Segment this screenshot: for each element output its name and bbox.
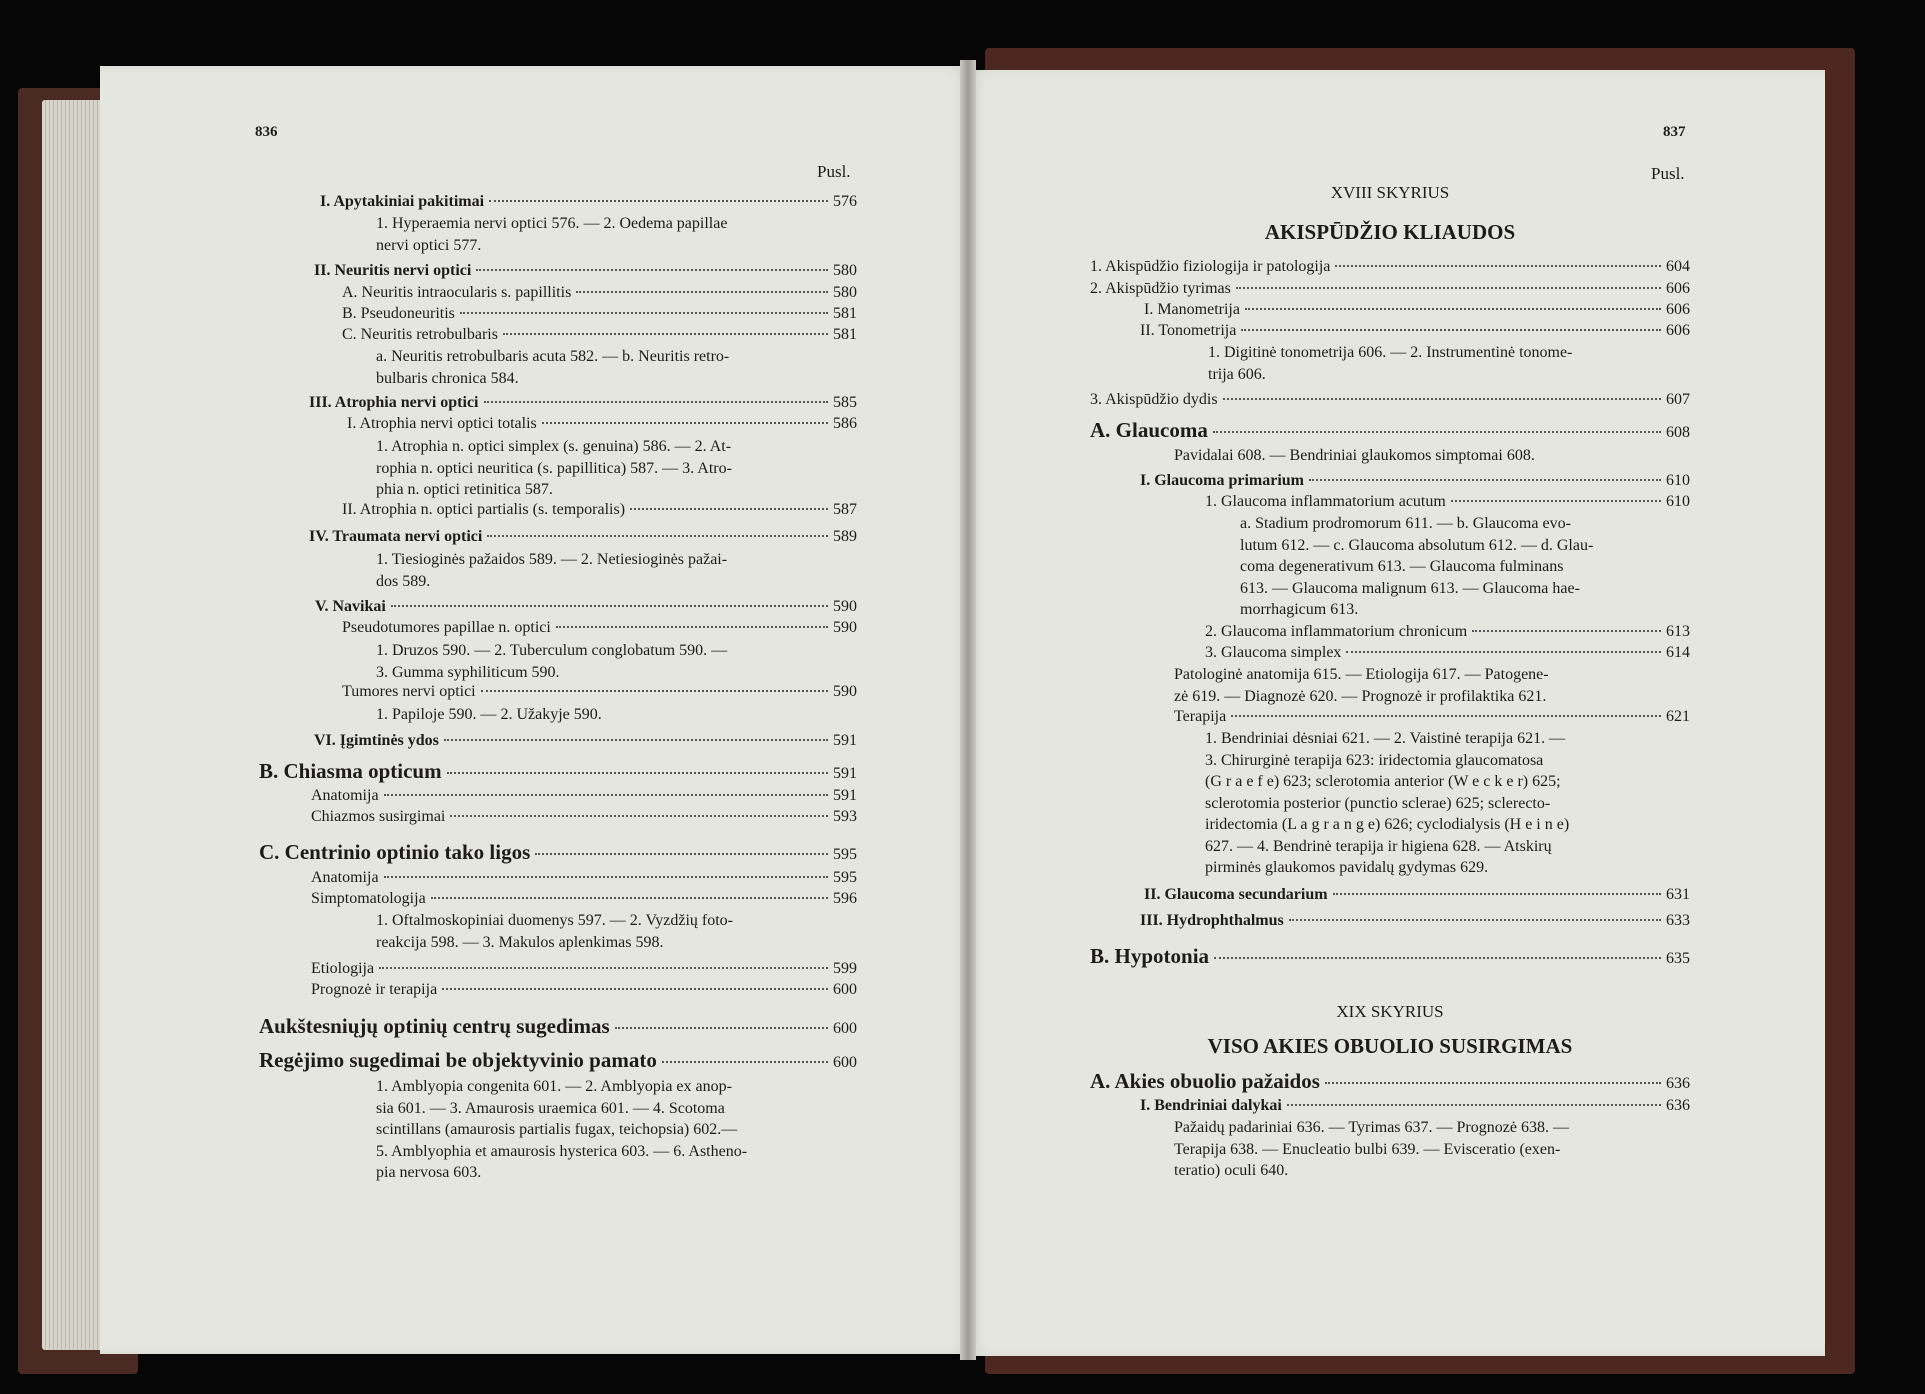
detail-line: a. Stadium prodromorum 611. — b. Glaucoma evo- (1240, 515, 1571, 532)
toc-entry (342, 304, 857, 324)
leader-dots (1245, 308, 1661, 310)
entry-label: 3. Akispūdžio dydis (1090, 391, 1218, 408)
toc-entry (315, 597, 857, 617)
leader-dots (576, 291, 828, 293)
toc-detail (1174, 1117, 1654, 1182)
entry-page: 621 (1666, 708, 1690, 725)
toc-section (259, 1048, 857, 1075)
leader-dots (384, 876, 828, 878)
entry-label: II. Neuritis nervi optici (314, 262, 472, 279)
leader-dots (1241, 329, 1661, 331)
leader-dots (1309, 479, 1661, 481)
detail-line: 3. Gumma syphiliticum 590. (376, 663, 560, 681)
leader-dots (450, 815, 828, 817)
entry-label: Anatomija (311, 787, 379, 804)
leader-dots (535, 853, 828, 855)
toc-entry (1174, 707, 1690, 727)
detail-line: 1. Bendriniai dėsniai 621. — 2. Vaistinė terapija 621. — (1205, 730, 1566, 747)
entry-label: B. Hypotonia (1090, 944, 1210, 968)
detail-line: reakcija 598. — 3. Makulos aplenkimas 598. (376, 933, 664, 951)
leader-dots (1214, 957, 1661, 959)
entry-page: 585 (833, 394, 857, 411)
leader-dots (384, 794, 828, 796)
leader-dots (1346, 651, 1661, 653)
entry-label: 1. Glaucoma inflammatorium acutum (1205, 493, 1446, 510)
toc-entry (1144, 885, 1690, 905)
leader-dots (1335, 265, 1661, 267)
entry-label: A. Akies obuolio pažaidos (1090, 1069, 1320, 1093)
leader-dots (447, 772, 828, 774)
leader-dots (487, 535, 828, 537)
toc-detail (376, 704, 816, 726)
toc-entry (1144, 300, 1690, 320)
toc-entry (1090, 257, 1690, 277)
entry-label: II. Atrophia n. optici partialis (s. temporalis) (342, 501, 626, 518)
entry-page: 635 (1666, 950, 1690, 967)
toc-section (1090, 1069, 1690, 1096)
toc-entry (1205, 622, 1690, 642)
entry-label: VI. Įgimtinės ydos (314, 732, 439, 749)
leader-dots (1325, 1082, 1661, 1084)
entry-page: 613 (1666, 623, 1690, 640)
leader-dots (489, 200, 828, 202)
leader-dots (1287, 1104, 1661, 1106)
toc-detail (376, 910, 816, 953)
detail-line: nervi optici 577. (376, 236, 482, 254)
pusl-label-right: Pusl. (1651, 164, 1685, 183)
leader-dots (1223, 398, 1661, 400)
entry-page: 580 (833, 262, 857, 279)
toc-entry (314, 261, 857, 281)
detail-line: lutum 612. — c. Glaucoma absolutum 612. — d. Glau- (1240, 536, 1594, 554)
leader-dots (444, 739, 828, 741)
toc-entry (342, 500, 857, 520)
entry-page: 608 (1666, 424, 1690, 441)
detail-line: morrhagicum 613. (1240, 601, 1359, 618)
detail-line: dos 589. (376, 572, 431, 590)
entry-label: 3. Glaucoma simplex (1205, 644, 1342, 661)
entry-page: 590 (833, 619, 857, 636)
entry-label: Regėjimo sugedimai be objektyvinio pamato (259, 1048, 657, 1072)
entry-label: C. Centrinio optinio tako ligos (259, 840, 531, 864)
toc-entry (347, 414, 857, 434)
leader-dots (1289, 919, 1661, 921)
entry-label: Anatomija (311, 869, 379, 886)
toc-detail (376, 346, 816, 389)
entry-page: 591 (833, 765, 857, 782)
toc-entry (320, 192, 857, 212)
toc-entry (1090, 279, 1690, 299)
entry-page: 606 (1666, 280, 1690, 297)
entry-label: IV. Traumata nervi optici (309, 528, 483, 545)
detail-line: coma degenerativum 613. — Glaucoma fulminans (1240, 558, 1564, 575)
chapter-heading: XVIII SKYRIUS (1330, 183, 1450, 202)
entry-page: 576 (833, 193, 857, 210)
detail-line: phia n. optici retinitica 587. (376, 481, 553, 498)
entry-label: I. Glaucoma primarium (1140, 472, 1304, 489)
entry-label: Terapija (1174, 708, 1227, 725)
entry-page: 636 (1666, 1097, 1690, 1114)
detail-line: 1. Druzos 590. — 2. Tuberculum conglobatum 590. — (376, 642, 728, 659)
leader-dots (460, 312, 828, 314)
toc-section (259, 840, 857, 867)
toc-entry (1205, 643, 1690, 663)
detail-line: a. Neuritis retrobulbaris acuta 582. — b. Neuritis retro- (376, 348, 730, 365)
leader-dots (542, 422, 828, 424)
leader-dots (379, 967, 828, 969)
entry-label: 2. Glaucoma inflammatorium chronicum (1205, 623, 1468, 640)
toc-detail (1240, 513, 1648, 621)
entry-page: 604 (1666, 258, 1690, 275)
entry-page: 581 (833, 305, 857, 322)
detail-line: (G r a e f e) 623; sclerotomia anterior (W e c k e r) 625; (1205, 773, 1561, 790)
leader-dots (1472, 630, 1661, 632)
entry-label: Prognozė ir terapija (311, 981, 438, 998)
chapter-title: VISO AKIES OBUOLIO SUSIRGIMAS (1207, 1034, 1573, 1058)
detail-line: zė 619. — Diagnozė 620. — Prognozė ir profilaktika 621. (1174, 687, 1547, 705)
detail-line: 1. Hyperaemia nervi optici 576. — 2. Oedema papillae (376, 215, 728, 232)
pusl-label-left: Pusl. (817, 162, 851, 181)
entry-page: 595 (833, 846, 857, 863)
leader-dots (556, 626, 828, 628)
detail-line: rophia n. optici neuritica (s. papillitica) 587. — 3. Atro- (376, 459, 732, 477)
toc-section (1090, 944, 1690, 971)
toc-entry (342, 325, 857, 345)
toc-entry (311, 980, 857, 1000)
toc-entry (311, 868, 857, 888)
entry-page: 600 (833, 981, 857, 998)
leader-dots (484, 401, 829, 403)
toc-entry (342, 618, 857, 638)
toc-detail (376, 640, 816, 683)
entry-page: 610 (1666, 472, 1690, 489)
toc-entry (1140, 911, 1690, 931)
toc-entry (1090, 390, 1690, 410)
entry-label: Simptomatologija (311, 890, 426, 907)
detail-line: Patologinė anatomija 615. — Etiologija 617. — Patogene- (1174, 666, 1549, 683)
entry-page: 591 (833, 732, 857, 749)
leader-dots (442, 988, 828, 990)
detail-line: trija 606. (1208, 365, 1266, 383)
entry-page: 596 (833, 890, 857, 907)
entry-page: 580 (833, 284, 857, 301)
toc-detail (376, 436, 816, 501)
detail-line: 1. Oftalmoskopiniai duomenys 597. — 2. Vyzdžių foto- (376, 912, 733, 929)
entry-page: 600 (833, 1020, 857, 1037)
detail-line: 1. Digitinė tonometrija 606. — 2. Instrumentinė tonome- (1208, 344, 1573, 361)
entry-label: III. Hydrophthalmus (1140, 912, 1284, 929)
toc-detail (1205, 728, 1650, 879)
toc-entry (1205, 492, 1690, 512)
toc-section (259, 1014, 857, 1041)
detail-line: sia 601. — 3. Amaurosis uraemica 601. — 4. Scotoma (376, 1099, 725, 1117)
toc-entry (311, 889, 857, 909)
leader-dots (1231, 715, 1661, 717)
page-number-left: 836 (255, 124, 278, 140)
toc-detail (1174, 445, 1654, 467)
entry-page: 633 (1666, 912, 1690, 929)
detail-line: pia nervosa 603. (376, 1164, 482, 1181)
leader-dots (481, 690, 828, 692)
leader-dots (615, 1027, 828, 1029)
detail-line: Pavidalai 608. — Bendriniai glaukomos simptomai 608. (1174, 447, 1535, 464)
toc-entry (1140, 471, 1690, 491)
entry-label: Pseudotumores papillae n. optici (342, 619, 551, 636)
toc-section (259, 759, 857, 786)
detail-line: 1. Tiesioginės pažaidos 589. — 2. Netiesioginės pažai- (376, 551, 728, 568)
detail-line: iridectomia (L a g r a n g e) 626; cyclodialysis (H e i n e) (1205, 816, 1570, 833)
entry-page: 581 (833, 326, 857, 343)
toc-entry (309, 527, 857, 547)
entry-label: Tumores nervi optici (342, 683, 476, 700)
toc-detail (376, 1076, 822, 1184)
detail-line: 1. Amblyopia congenita 601. — 2. Amblyopia ex anop- (376, 1078, 732, 1095)
entry-label: A. Neuritis intraocularis s. papillitis (342, 284, 572, 301)
toc-entry (311, 807, 857, 827)
leader-dots (1451, 500, 1661, 502)
detail-line: pirminės glaukomos pavidalų gydymas 629. (1205, 859, 1489, 876)
entry-label: Aukštesniųjų optinių centrų sugedimas (259, 1014, 610, 1038)
book-gutter (960, 60, 976, 1360)
entry-page: 593 (833, 808, 857, 825)
entry-page: 586 (833, 415, 857, 432)
entry-label: I. Manometrija (1144, 301, 1240, 318)
detail-line: bulbaris chronica 584. (376, 369, 519, 387)
entry-label: II. Tonometrija (1140, 322, 1237, 339)
toc-entry (309, 393, 857, 413)
detail-line: 613. — Glaucoma malignum 613. — Glaucoma hae- (1240, 579, 1580, 597)
leader-dots (503, 333, 828, 335)
toc-entry (311, 786, 857, 806)
chapter-heading: XIX SKYRIUS (1336, 1002, 1444, 1021)
toc-entry (342, 682, 857, 702)
leader-dots (1236, 287, 1661, 289)
leader-dots (431, 897, 828, 899)
entry-label: B. Chiasma opticum (259, 759, 442, 783)
entry-page: 610 (1666, 493, 1690, 510)
leader-dots (391, 605, 828, 607)
entry-page: 587 (833, 501, 857, 518)
detail-line: teratio) oculi 640. (1174, 1162, 1289, 1179)
leader-dots (630, 508, 828, 510)
entry-label: A. Glaucoma (1090, 418, 1208, 442)
entry-label: I. Bendriniai dalykai (1140, 1097, 1282, 1114)
entry-label: Etiologija (311, 960, 375, 977)
entry-label: III. Atrophia nervi optici (309, 394, 479, 411)
entry-page: 591 (833, 787, 857, 804)
entry-label: I. Apytakiniai pakitimai (320, 193, 485, 210)
entry-label: 1. Akispūdžio fiziologija ir patologija (1090, 258, 1331, 275)
leader-dots (1333, 893, 1661, 895)
leader-dots (476, 269, 828, 271)
toc-detail (376, 549, 816, 592)
entry-page: 607 (1666, 391, 1690, 408)
entry-label: 2. Akispūdžio tyrimas (1090, 280, 1231, 297)
entry-page: 600 (833, 1054, 857, 1071)
detail-line: sclerotomia posterior (punctio sclerae) 625; sclerecto- (1205, 794, 1551, 812)
leader-dots (1213, 431, 1661, 433)
detail-line: scintillans (amaurosis partialis fugax, teichopsia) 602.— (376, 1121, 738, 1138)
detail-line: 1. Papiloje 590. — 2. Užakyje 590. (376, 706, 602, 723)
entry-label: B. Pseudoneuritis (342, 305, 455, 322)
toc-entry (342, 283, 857, 303)
detail-line: 5. Amblyophia et amaurosis hysterica 603. — 6. Astheno- (376, 1142, 748, 1160)
entry-page: 606 (1666, 301, 1690, 318)
detail-line: 627. — 4. Bendrinė terapija ir higiena 628. — Atskirų (1205, 837, 1552, 855)
entry-label: II. Glaucoma secundarium (1144, 886, 1328, 903)
entry-page: 636 (1666, 1075, 1690, 1092)
entry-label: I. Atrophia nervi optici totalis (347, 415, 537, 432)
detail-line: 1. Atrophia n. optici simplex (s. genuina) 586. — 2. At- (376, 438, 732, 455)
entry-label: C. Neuritis retrobulbaris (342, 326, 498, 343)
entry-page: 589 (833, 528, 857, 545)
entry-page: 631 (1666, 886, 1690, 903)
entry-page: 606 (1666, 322, 1690, 339)
toc-entry (1140, 321, 1690, 341)
detail-line: Pažaidų padariniai 636. — Tyrimas 637. — Prognozė 638. — (1174, 1119, 1569, 1136)
chapter-title: AKISPŪDŽIO KLIAUDOS (1264, 220, 1516, 244)
toc-entry (1140, 1096, 1690, 1116)
detail-line: Terapija 638. — Enucleatio bulbi 639. — Evisceratio (exen- (1174, 1140, 1561, 1158)
entry-page: 590 (833, 598, 857, 615)
entry-page: 595 (833, 869, 857, 886)
toc-detail (1174, 664, 1654, 707)
toc-section (1090, 418, 1690, 445)
toc-entry (311, 959, 857, 979)
entry-page: 599 (833, 960, 857, 977)
leader-dots (662, 1061, 828, 1063)
entry-label: V. Navikai (315, 598, 386, 615)
toc-detail (1208, 342, 1648, 385)
detail-line: 3. Chirurginė terapija 623: iridectomia glaucomatosa (1205, 751, 1544, 769)
entry-page: 614 (1666, 644, 1690, 661)
entry-page: 590 (833, 683, 857, 700)
toc-detail (376, 213, 816, 256)
page-number-right: 837 (1663, 124, 1686, 140)
entry-label: Chiazmos susirgimai (311, 808, 446, 825)
toc-entry (314, 731, 857, 751)
